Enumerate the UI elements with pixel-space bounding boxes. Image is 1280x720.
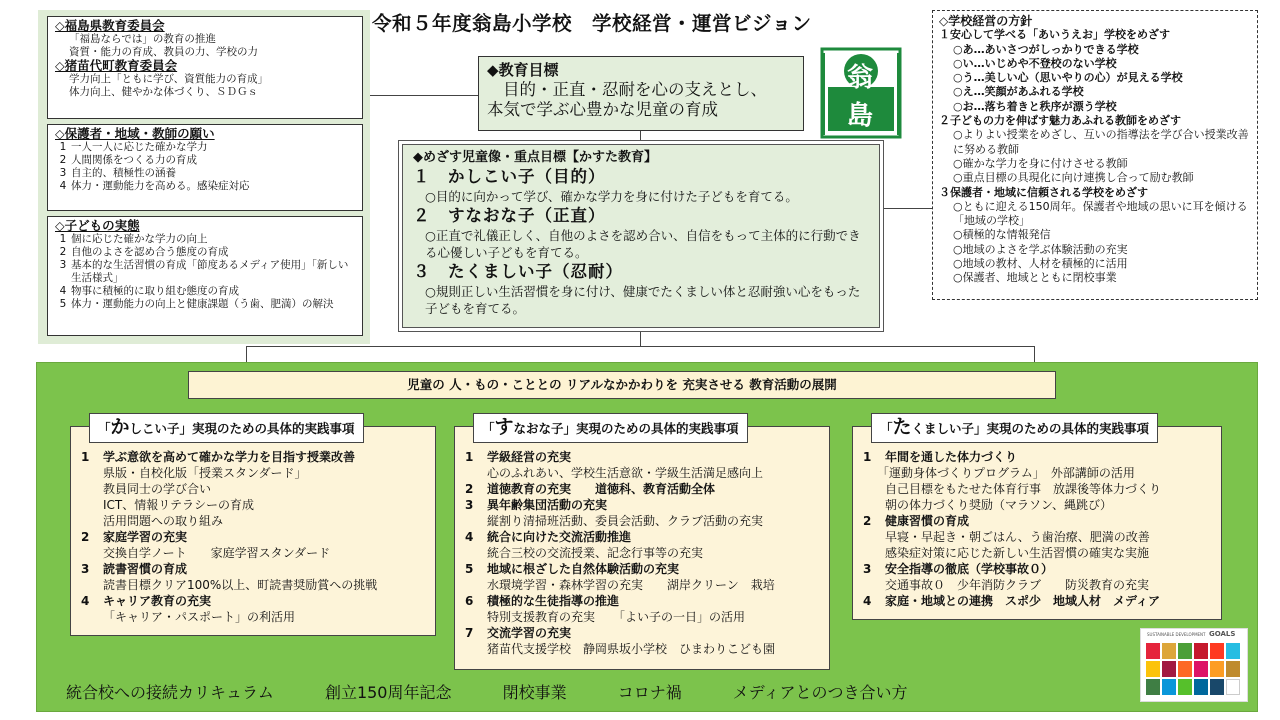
town-heading: ◇猪苗代町教育委員会 <box>55 58 178 73</box>
policy-item: ○地域の教材、人材を積極的に活用 <box>953 257 1128 271</box>
sdg-tile-icon <box>1146 679 1160 695</box>
sdgs-label: GOALS <box>1209 630 1236 638</box>
policy-item: ○確かな学力を身に付けさせる教師 <box>953 156 1128 170</box>
practice-item: 3 異年齢集団活動の充実 <box>465 498 608 512</box>
practice-item: 7 交流学習の充実 <box>465 626 572 640</box>
list-item: 4 体力・運動能力を高める。感染症対応 <box>59 180 250 192</box>
connector-horizontal <box>246 346 1034 347</box>
practice-item: 2 健康習慣の育成 <box>863 514 970 528</box>
sdg-tile-icon <box>1226 679 1240 695</box>
policy-heading: ◇学校経営の方針 <box>939 14 1033 28</box>
goal-line: 本気で学ぶ心豊かな児童の育成 <box>487 100 718 119</box>
list-item: 1 個に応じた確かな学力の向上 <box>59 233 208 245</box>
list-item: 2 自他のよさを認め合う態度の育成 <box>59 246 229 258</box>
pref-line: 資質・能力の育成、教員の力、学校の力 <box>69 46 258 58</box>
sdg-tile-icon <box>1178 661 1192 677</box>
practice-item: 5 地域に根ざした自然体験活動の充実 <box>465 562 680 576</box>
sdg-tile-icon <box>1226 643 1240 659</box>
practice-sub: 活用問題への取り組み <box>103 514 224 528</box>
sdg-tile-icon <box>1178 679 1192 695</box>
activities-banner: 児童の 人・もの・こととの リアルなかかわりを 充実させる 教育活動の展開 <box>188 371 1056 399</box>
practice-sub: 水環境学習・森林学習の充実 湖岸クリーン 栽培 <box>487 578 775 592</box>
practice-item: 4 キャリア教育の充実 <box>81 594 212 608</box>
wishes-box <box>47 124 363 211</box>
practice-sub: 「キャリア・パスポート」の利活用 <box>103 610 296 624</box>
logo-char: 島 <box>847 101 874 131</box>
practice-item: 3 安全指導の徹底（学校事故０） <box>863 562 1054 576</box>
policy-item: ○重点目標の具現化に向け連携し合って励む教師 <box>953 171 1194 185</box>
policy-item: ○地域のよさを学ぶ体験活動の充実 <box>953 242 1128 256</box>
practice-item: 2 家庭学習の充実 <box>81 530 188 544</box>
practice-sub: 特別支援教育の充実 「よい子の一日」の活用 <box>487 610 746 624</box>
sdg-tile-icon <box>1146 661 1160 677</box>
sunao-column <box>454 416 830 670</box>
list-item: 3 基本的な生活習慣の育成「節度あるメディア使用」「新しい生活様式」 <box>59 259 349 284</box>
list-item: 5 体力・運動能力の向上と健康課題（う歯、肥満）の解決 <box>59 298 334 310</box>
kashikoi-column <box>70 416 436 636</box>
policy-item: ○い…いじめや不登校のない学校 <box>953 56 1117 70</box>
sdgs-tile-grid <box>1146 643 1244 695</box>
pref-line: 「福島ならでは」の教育の推進 <box>69 33 216 45</box>
footer-keyword: 閉校事業 <box>502 683 567 702</box>
connector-right <box>884 208 932 209</box>
sdg-tile-icon <box>1210 679 1224 695</box>
sdg-tile-icon <box>1194 643 1208 659</box>
policy-section: ３保護者・地域に信頼される学校をめざす <box>939 185 1148 199</box>
sdg-tile-icon <box>1194 679 1208 695</box>
school-policy-box <box>932 10 1258 300</box>
children-status-box <box>47 216 363 336</box>
sdg-tile-icon <box>1178 643 1192 659</box>
policy-item: ○ともに迎える150周年。保護者や地域の思いに耳を傾ける「地域の学校」 <box>953 199 1248 228</box>
list-item: 3 自主的、積極性の涵養 <box>59 167 176 179</box>
footer-keywords <box>66 680 1126 703</box>
sdg-tile-icon <box>1210 661 1224 677</box>
practice-sub: 交換自学ノート 家庭学習スタンダード <box>103 546 331 560</box>
policy-item: ○あ…あいさつがしっかりできる学校 <box>953 42 1139 56</box>
footer-keyword: メディアとのつき合い方 <box>732 683 908 702</box>
column-header: 「かしこい子」実現のための具体的実践事項 <box>89 413 364 443</box>
practice-sub: 県版・自校化版「授業スタンダード」 <box>103 466 307 480</box>
connector-goal-ideal <box>640 131 641 140</box>
practice-item: 4 統合に向けた交流活動推進 <box>465 530 632 544</box>
practice-item: 4 家庭・地域との連携 スポ少 地域人材 メディア <box>863 594 1161 608</box>
connector-left <box>370 95 478 96</box>
policy-item: ○う…美しい心（思いやりの心）が見える学校 <box>953 71 1183 85</box>
sdg-tile-icon <box>1162 643 1176 659</box>
practice-item: 1 学ぶ意欲を高めて確かな学力を目指す授業改善 <box>81 450 356 464</box>
policy-section: ２子どもの力を伸ばす魅力あふれる教師をめざす <box>939 114 1181 128</box>
practice-sub: 読書目標クリア100%以上、町読書奨励賞への挑戦 <box>103 578 378 592</box>
practice-sub: 心のふれあい、学校生活意欲・学級生活満足感向上 <box>487 466 764 480</box>
list-item: 2 人間関係をつくる力の育成 <box>59 154 197 166</box>
policy-section: １安心して学べる「あいうえお」学校をめざす <box>939 28 1170 42</box>
column-header: 「たくましい子」実現のための具体的実践事項 <box>871 413 1158 443</box>
takumashii-column <box>852 416 1222 620</box>
policy-item: ○よりよい授業をめざし、互いの指導法を学び合い授業改善に努める教師 <box>953 128 1249 156</box>
pref-heading: ◇福島県教育委員会 <box>55 18 165 33</box>
ideal-heading: ◆めざす児童像・重点目標【かすた教育】 <box>413 150 657 165</box>
ideal-desc: ○規則正しい生活習慣を身に付け、健康でたくましい体と忍耐強い心をもった子どもを育てる。 <box>425 284 861 316</box>
sdg-tile-icon <box>1194 661 1208 677</box>
sdg-tile-icon <box>1226 661 1240 677</box>
practice-item: 3 読書習慣の育成 <box>81 562 188 576</box>
practice-item: 2 道徳教育の充実 道徳科、教育活動全体 <box>465 482 716 496</box>
practice-item: 1 学級経営の充実 <box>465 450 572 464</box>
policy-item: ○お…落ち着きと秩序が漂う学校 <box>953 99 1117 113</box>
school-emblem-logo <box>818 47 904 139</box>
policy-item: ○積極的な情報発信 <box>953 228 1051 242</box>
practice-sub: 統合三校の交流授業、記念行事等の充実 <box>487 546 704 560</box>
sdg-tile-icon <box>1146 643 1160 659</box>
practice-sub: 感染症対策に応じた新しい生活習慣の確実な実施 <box>885 546 1150 560</box>
footer-keyword: 創立150周年記念 <box>324 683 452 702</box>
footer-keyword: 統合校への接続カリキュラム <box>66 683 274 702</box>
ideal-title: １ かしこい子（目的） <box>413 167 606 186</box>
practice-sub: 早寝・早起き・朝ごはん、う歯治療、肥満の改善 <box>885 530 1150 544</box>
town-line: 学力向上「ともに学び、資質能力の育成」 <box>69 73 269 85</box>
child-heading: ◇子どもの実態 <box>55 218 140 233</box>
policy-item: ○保護者、地域とともに閉校事業 <box>953 271 1117 285</box>
practice-sub: 交通事故０ 少年消防クラブ 防災教育の充実 <box>885 578 1150 592</box>
list-item: 4 物事に積極的に取り組む態度の育成 <box>59 285 239 297</box>
sdg-tile-icon <box>1210 643 1224 659</box>
policy-item: ○え…笑顔があふれる学校 <box>953 85 1084 99</box>
town-line: 体力向上、健やかな体づくり、ＳＤＧｓ <box>69 86 258 98</box>
practice-sub: 朝の体力づくり奨励（マラソン、縄跳び） <box>885 498 1113 512</box>
footer-keyword: コロナ禍 <box>617 683 682 702</box>
practice-sub: 自己目標をもたせた体育行事 放課後等体力づくり <box>885 482 1162 496</box>
practice-sub: 「運動身体づくりプログラム」 外部講師の活用 <box>877 466 1135 480</box>
sdgs-small-label: SUSTAINABLE DEVELOPMENT <box>1147 632 1206 637</box>
practice-sub: 縦割り清掃班活動、委員会活動、クラブ活動の充実 <box>487 514 764 528</box>
connector-down <box>640 332 641 346</box>
page-title: 令和５年度翁島小学校 学校経営・運営ビジョン <box>372 12 812 35</box>
sdgs-goals-logo <box>1140 628 1248 702</box>
wish-heading: ◇保護者・地域・教師の願い <box>55 126 215 141</box>
board-of-education-box <box>47 16 363 119</box>
ideal-child-box <box>398 140 884 332</box>
practice-sub: 猪苗代支援学校 静岡県坂小学校 ひまわりこども園 <box>487 642 776 656</box>
sdg-tile-icon <box>1162 661 1176 677</box>
practice-item: 6 積極的な生徒指導の推進 <box>465 594 620 608</box>
practice-item: 1 年間を通した体力づくり <box>863 450 1018 464</box>
education-goal-box <box>478 56 804 131</box>
logo-char: 翁 <box>847 63 874 93</box>
practice-sub: ICT、情報リテラシーの育成 <box>103 498 255 512</box>
ideal-desc: ○目的に向かって学び、確かな学力を身に付けた子どもを育てる。 <box>425 189 798 204</box>
practice-sub: 教員同士の学び合い <box>103 482 212 496</box>
list-item: 1 一人一人に応じた確かな学力 <box>59 141 208 153</box>
left-context-panel <box>38 10 370 344</box>
ideal-desc: ○正直で礼儀正しく、自他のよさを認め合い、自信をもって主体的に行動できる心優しい子どもを育てる。 <box>425 228 861 260</box>
sdg-tile-icon <box>1162 679 1176 695</box>
ideal-title: ３ たくましい子（忍耐） <box>413 262 623 281</box>
goal-line: 目的・正直・忍耐を心の支えとし、 <box>503 80 767 99</box>
column-header: 「すなおな子」実現のための具体的実践事項 <box>473 413 748 443</box>
ideal-title: ２ すなおな子（正直） <box>413 206 606 225</box>
goal-heading: ◆教育目標 <box>487 61 559 79</box>
